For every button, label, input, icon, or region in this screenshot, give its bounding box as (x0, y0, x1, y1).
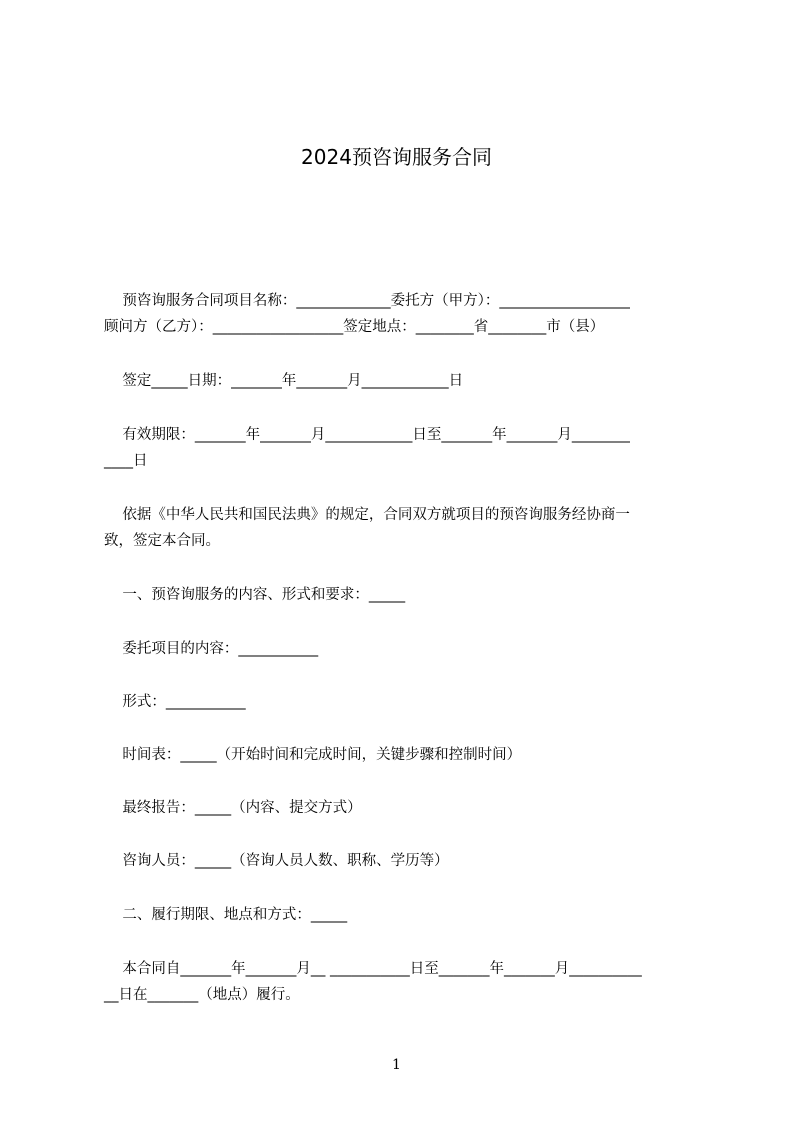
section-heading-performance: 二、履行期限、地点和方式：_____ (104, 907, 348, 923)
contract-line-timetable: 时间表：_____（开始时间和完成时间，关键步骤和控制时间） (104, 747, 522, 763)
section-heading-service-content: 一、预咨询服务的内容、形式和要求：_____ (104, 587, 406, 603)
contract-line-performance-period: 本合同自_______年_______月__ ___________日至_______年_______月__________ (104, 961, 642, 977)
contract-line-validity-period-cont: ____日 (104, 453, 148, 469)
contract-line-project-name: 预咨询服务合同项目名称：_____________委托方（甲方）：__________________ (104, 293, 630, 309)
contract-line-final-report: 最终报告：_____（内容、提交方式） (104, 800, 362, 816)
page-number: 1 (392, 1057, 401, 1073)
contract-line-consultants: 咨询人员：_____（咨询人员人数、职称、学历等） (104, 853, 449, 869)
contract-line-validity-period: 有效期限：_______年_______月____________日至_______年_______月________ (104, 427, 630, 443)
contract-line-legal-basis-cont: 致，签定本合同。 (104, 533, 220, 549)
document-title: 2024预咨询服务合同 (301, 145, 492, 169)
contract-line-legal-basis: 依据《中华人民共和国民法典》的规定，合同双方就项目的预咨询服务经协商一 (104, 507, 630, 523)
contract-line-performance-period-cont: __日在_______（地点）履行。 (104, 987, 300, 1003)
contract-line-signing-date: 签定_____日期：_______年_______月____________日 (104, 373, 464, 389)
contract-line-project-content: 委托项目的内容：___________ (104, 641, 319, 657)
contract-line-consultant-location: 顾问方（乙方）：__________________签定地点：________省________市（县） (104, 319, 605, 335)
contract-line-form: 形式：___________ (104, 694, 246, 710)
